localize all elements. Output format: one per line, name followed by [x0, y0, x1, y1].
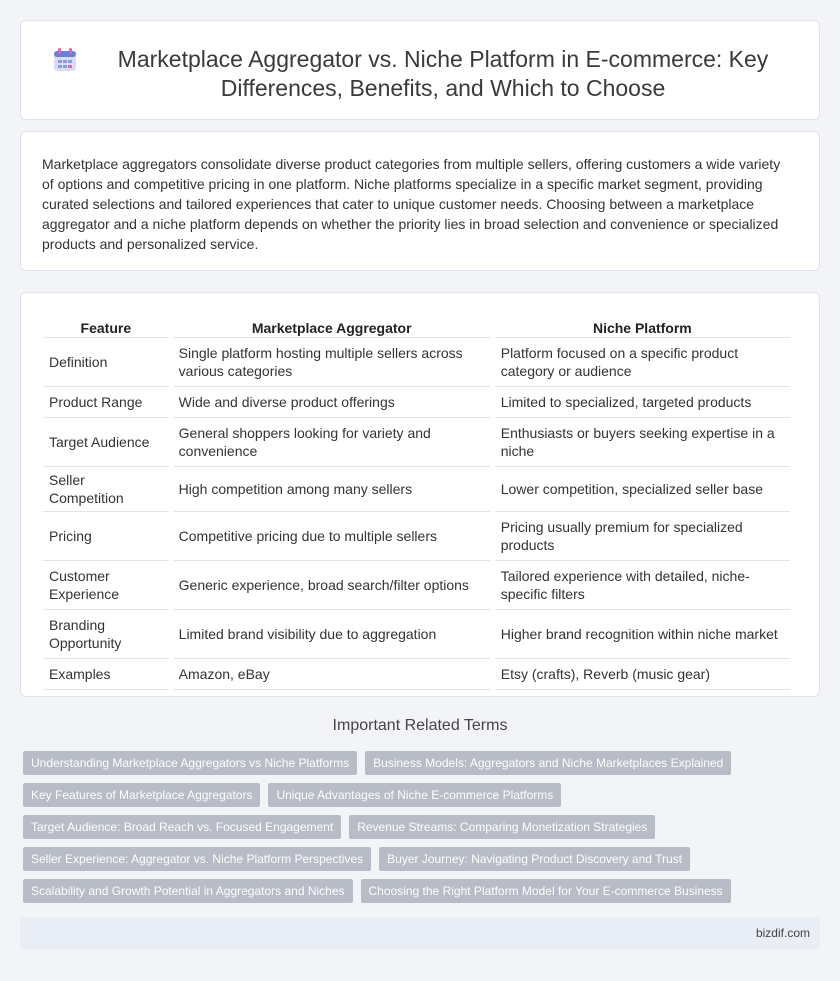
feature-cell: Product Range	[43, 387, 169, 418]
aggregator-cell: Generic experience, broad search/filter options	[173, 561, 491, 610]
feature-cell: Customer Experience	[43, 561, 169, 610]
table-row	[43, 512, 790, 561]
table-header-row	[43, 313, 790, 338]
page-title: Marketplace Aggregator vs. Niche Platform in E-commerce: Key Differences, Benefits, and Which to Choose	[117, 46, 769, 101]
niche-cell: Pricing usually premium for specialized products	[495, 512, 790, 561]
related-terms-title: Important Related Terms	[332, 717, 508, 734]
calendar-icon	[52, 47, 78, 73]
related-term-tag[interactable]: Business Models: Aggregators and Niche Marketplaces Explained	[365, 751, 731, 775]
table-row	[43, 659, 790, 690]
related-terms-tags	[23, 751, 803, 911]
title-row	[21, 21, 819, 103]
tag-row	[23, 879, 803, 911]
related-term-tag[interactable]: Key Features of Marketplace Aggregators	[23, 783, 260, 807]
tag-row	[23, 783, 803, 815]
niche-cell: Etsy (crafts), Reverb (music gear)	[495, 659, 790, 690]
header-marketplace-aggregator: Marketplace Aggregator	[173, 313, 491, 338]
related-term-tag[interactable]: Scalability and Growth Potential in Aggregators and Niches	[23, 879, 353, 903]
table-row	[43, 338, 790, 387]
niche-cell: Higher brand recognition within niche market	[495, 610, 790, 659]
footer-site-link[interactable]: bizdif.com	[755, 926, 810, 940]
table-row	[43, 561, 790, 610]
related-term-tag[interactable]: Seller Experience: Aggregator vs. Niche Platform Perspectives	[23, 847, 371, 871]
feature-cell: Seller Competition	[43, 467, 169, 512]
niche-cell: Limited to specialized, targeted products	[495, 387, 790, 418]
related-term-tag[interactable]: Target Audience: Broad Reach vs. Focused Engagement	[23, 815, 341, 839]
related-term-tag[interactable]: Revenue Streams: Comparing Monetization Strategies	[349, 815, 655, 839]
table-row	[43, 610, 790, 659]
niche-cell: Platform focused on a specific product category or audience	[495, 338, 790, 387]
aggregator-cell: General shoppers looking for variety and convenience	[173, 418, 491, 467]
aggregator-cell: Single platform hosting multiple sellers across various categories	[173, 338, 491, 387]
aggregator-cell: Limited brand visibility due to aggregation	[173, 610, 491, 659]
comparison-table	[39, 313, 794, 690]
related-term-tag[interactable]: Choosing the Right Platform Model for Your E-commerce Business	[361, 879, 731, 903]
table-row	[43, 418, 790, 467]
feature-cell: Branding Opportunity	[43, 610, 169, 659]
aggregator-cell: High competition among many sellers	[173, 467, 491, 512]
related-term-tag[interactable]: Buyer Journey: Navigating Product Discovery and Trust	[379, 847, 690, 871]
niche-cell: Lower competition, specialized seller base	[495, 467, 790, 512]
table-row	[43, 387, 790, 418]
feature-cell: Target Audience	[43, 418, 169, 467]
title-card	[20, 20, 820, 120]
related-term-tag[interactable]: Understanding Marketplace Aggregators vs Niche Platforms	[23, 751, 357, 775]
aggregator-cell: Amazon, eBay	[173, 659, 491, 690]
related-term-tag[interactable]: Unique Advantages of Niche E-commerce Platforms	[268, 783, 561, 807]
aggregator-cell: Wide and diverse product offerings	[173, 387, 491, 418]
header-feature: Feature	[43, 313, 169, 338]
aggregator-cell: Competitive pricing due to multiple sellers	[173, 512, 491, 561]
footer	[20, 918, 820, 950]
tag-row	[23, 815, 803, 847]
feature-cell: Pricing	[43, 512, 169, 561]
header-niche-platform: Niche Platform	[495, 313, 790, 338]
intro-card	[20, 131, 820, 271]
niche-cell: Tailored experience with detailed, niche-specific filters	[495, 561, 790, 610]
tag-row	[23, 751, 803, 783]
feature-cell: Definition	[43, 338, 169, 387]
tag-row	[23, 847, 803, 879]
intro-paragraph: Marketplace aggregators consolidate diverse product categories from multiple sellers, offering customers a wide variety of options and competitive pricing in one platform. Niche platforms specialize in a specific market segment, providing curated selections and tailored experiences that cater to unique customer needs. Choosing between a marketplace aggregator and a niche platform depends on whether the priority lies in broad selection and convenience or specialized products and personalized service.	[42, 156, 781, 252]
table-row	[43, 467, 790, 512]
niche-cell: Enthusiasts or buyers seeking expertise in a niche	[495, 418, 790, 467]
comparison-card	[20, 292, 820, 697]
feature-cell: Examples	[43, 659, 169, 690]
